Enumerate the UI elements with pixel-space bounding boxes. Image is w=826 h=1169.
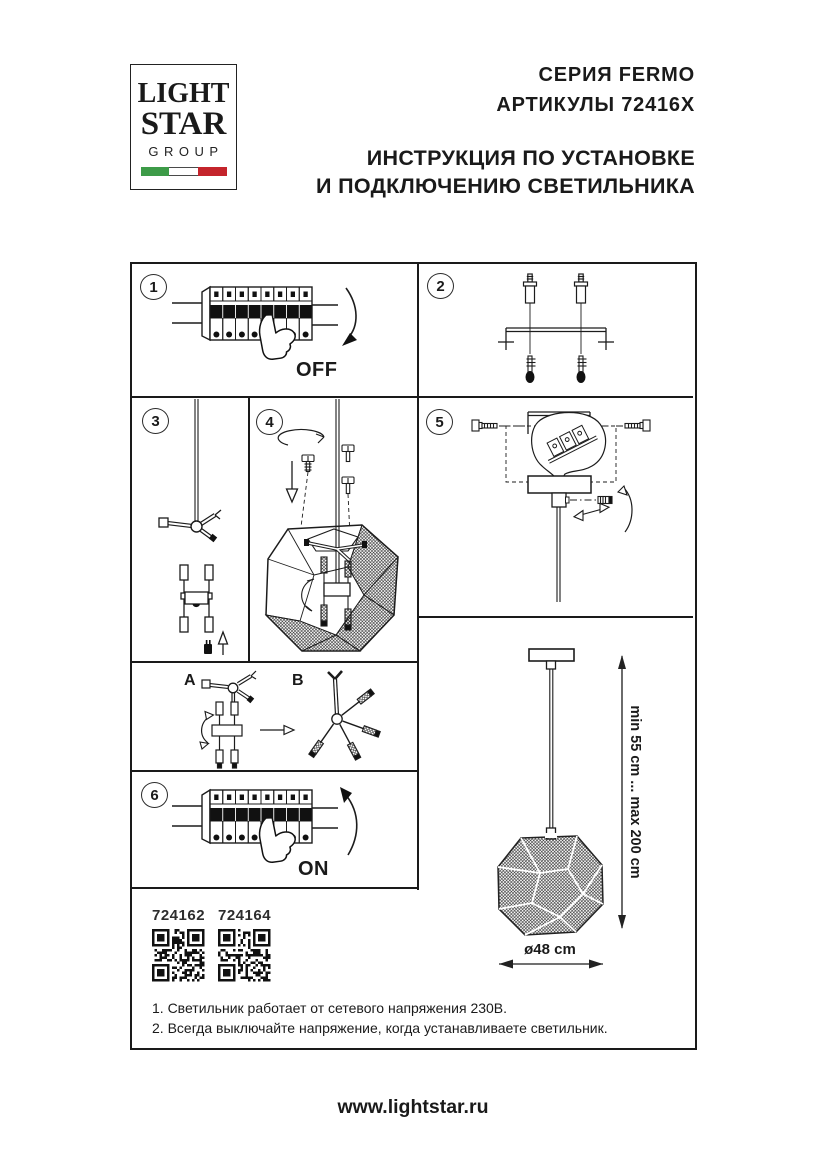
grid-line-row1 (132, 396, 693, 398)
step6-breaker-on-illustration (166, 779, 376, 885)
product-code-1: 724162 (152, 907, 206, 924)
arrow-right-icon (260, 726, 294, 735)
step1-breaker-off-illustration (166, 274, 376, 392)
mounting-bracket (498, 328, 614, 350)
step4-shade-illustration (252, 399, 416, 659)
step5-badge: 5 (426, 409, 453, 435)
series-heading (496, 60, 695, 120)
ceiling-plate (529, 649, 574, 661)
qr-code-2 (218, 929, 270, 981)
flag-white (169, 167, 198, 176)
arrow-down-icon (287, 461, 298, 502)
spider-a (202, 671, 256, 703)
step3-badge: 3 (142, 408, 169, 434)
grid-line-vertical-main (417, 264, 419, 890)
diameter-dimension-line (499, 960, 603, 969)
spider-bracket (159, 510, 221, 542)
double-arrow-icon (574, 504, 609, 521)
step5-canopy-illustration (422, 400, 694, 614)
qr-code-1 (152, 929, 204, 981)
note-line-1: 1. Светильник работает от сетевого напряжения 230В. (152, 1000, 508, 1016)
flag-red (198, 167, 227, 176)
grid-line-vertical-3-4 (248, 398, 250, 663)
grid-line-ab-top (132, 661, 417, 663)
step2-anchors-illustration (435, 266, 665, 388)
lightstar-logo (130, 64, 237, 190)
terminal-block (324, 583, 350, 596)
step2-badge: 2 (427, 273, 454, 299)
instruction-heading (316, 144, 695, 200)
product-code-2: 724164 (218, 907, 272, 924)
suspension-terminal-assembly (180, 565, 213, 632)
grub-screw (598, 497, 612, 504)
articles-title: АРТИКУЛЫ 72416X (496, 94, 695, 116)
step3-rod-spider-illustration (133, 399, 245, 659)
curved-arrow-up-icon (340, 787, 357, 855)
step6-on-label: ON (298, 858, 329, 880)
variant-a-label: A (184, 672, 196, 689)
variants-ab-illustration (138, 667, 418, 769)
canopy (528, 476, 591, 493)
flag-green (141, 167, 170, 176)
safety-notes (152, 998, 608, 1038)
rotation-arrow-icon (278, 430, 324, 445)
step1-off-label: OFF (296, 359, 338, 381)
detail-balloon (532, 413, 606, 485)
mounting-screws (302, 445, 354, 494)
step6-badge: 6 (141, 782, 168, 808)
website-link[interactable]: www.lightstar.ru (337, 1096, 489, 1118)
grid-line-step6-bottom (132, 887, 417, 889)
mesh-shade (498, 833, 603, 935)
logo-word-light: LIGHT (137, 78, 230, 109)
instruction-line2: И ПОДКЛЮЧЕНИЮ СВЕТИЛЬНИКА (316, 174, 695, 198)
instruction-line1: ИНСТРУКЦИЯ ПО УСТАНОВКЕ (366, 146, 695, 170)
curved-arrow-icon (618, 486, 632, 532)
curved-arrow-down-icon (342, 288, 357, 346)
italian-flag-stripe (141, 167, 227, 176)
hanging-arms-a (212, 693, 242, 768)
plug-icon (204, 640, 212, 654)
logo-word-group: GROUP (148, 144, 224, 159)
pendant-dimension-illustration (425, 642, 697, 976)
grid-line-step5-bottom (419, 616, 693, 618)
series-title: СЕРИЯ FERMO (538, 64, 695, 86)
diameter-label: ø48 cm (524, 941, 576, 958)
variant-b-label: B (292, 672, 304, 689)
suspension-height-label: min 55 cm ... max 200 cm (627, 705, 643, 879)
logo-word-star: STAR (140, 106, 227, 142)
note-line-2: 2. Всегда выключайте напряжение, когда устанавливаете светильник. (152, 1020, 608, 1036)
spider-b (309, 671, 381, 760)
grid-line-step6-top (132, 770, 417, 772)
step4-badge: 4 (256, 409, 283, 435)
step1-badge: 1 (140, 274, 167, 300)
arrow-up-icon (219, 632, 228, 655)
